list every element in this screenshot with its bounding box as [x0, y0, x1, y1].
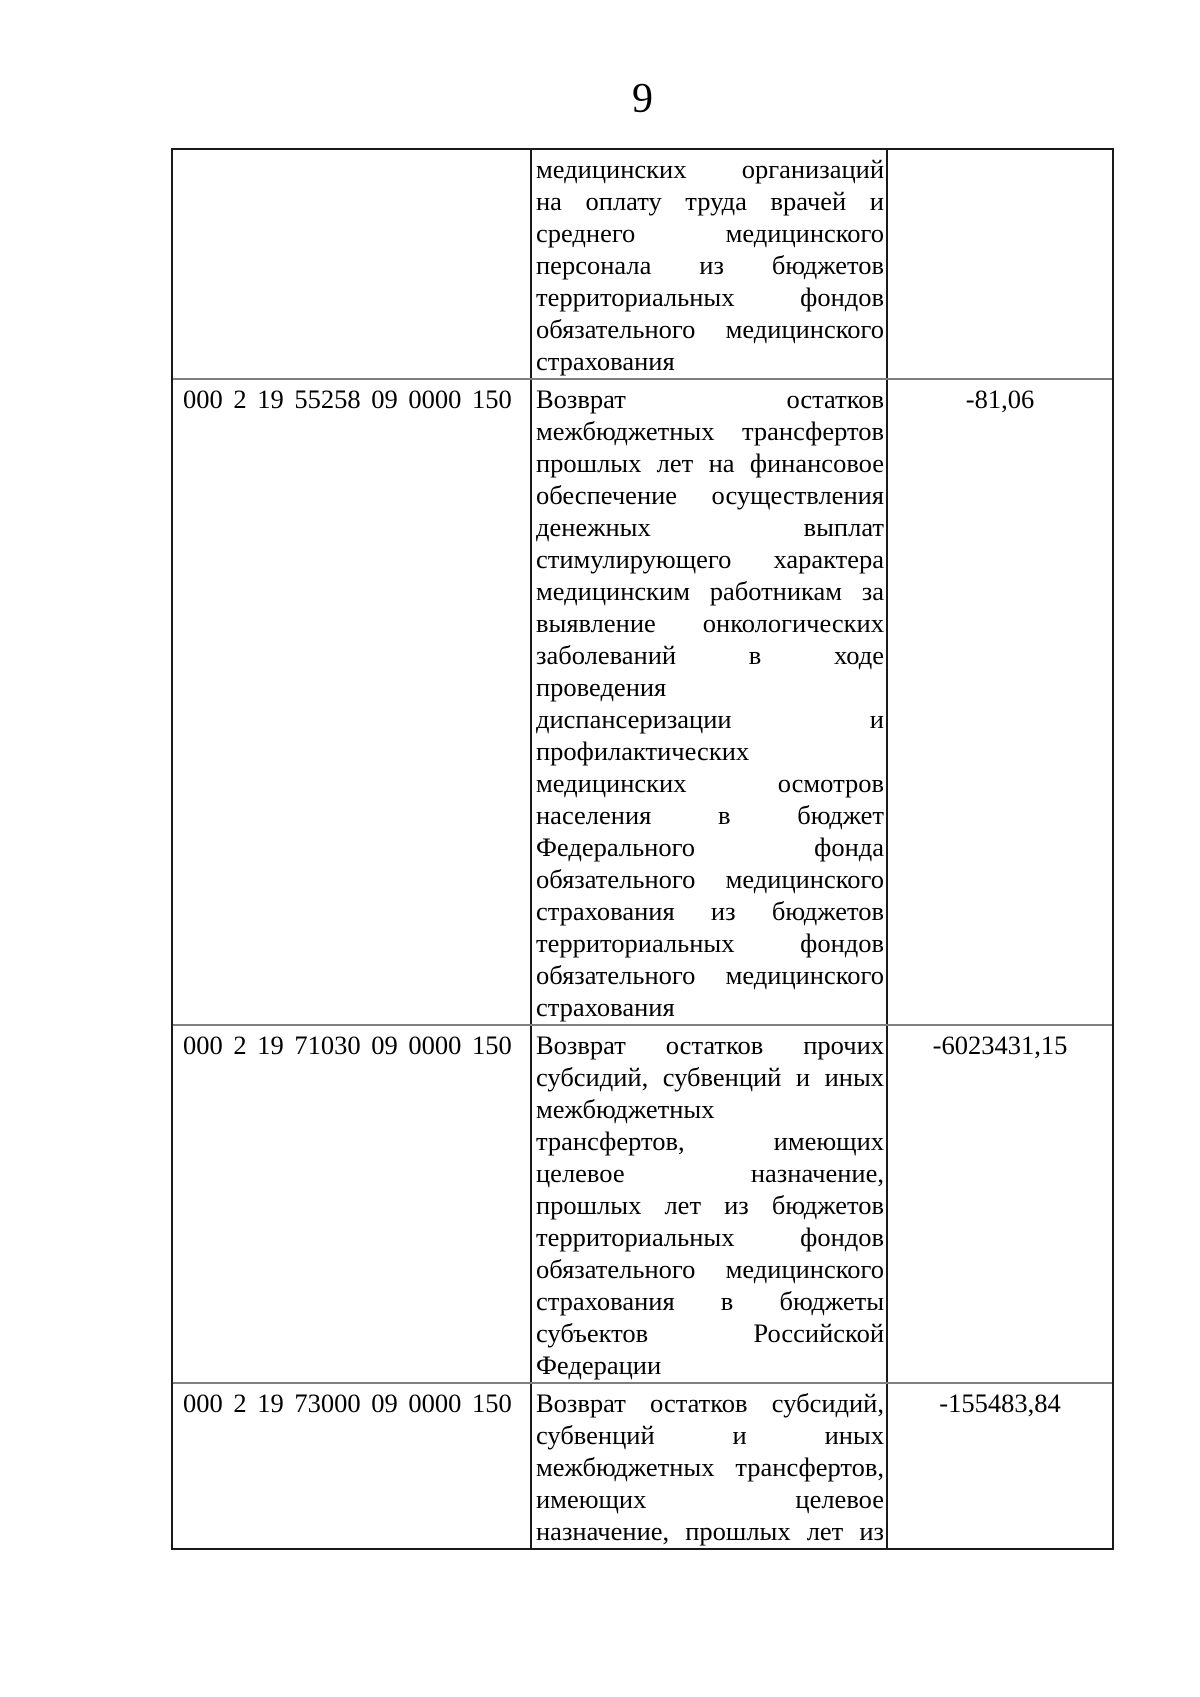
code-cell [173, 1026, 530, 1382]
table-row [173, 1382, 1112, 1548]
table-row [173, 150, 1112, 378]
code-cell [173, 1384, 530, 1548]
description-cell [530, 380, 886, 1024]
budget-code [183, 153, 526, 185]
amount-value: -155483,84 [939, 1388, 1061, 1418]
amount-cell [886, 1026, 1112, 1382]
table-row [173, 1024, 1112, 1382]
description-text: Возврат остатков прочих субсидий, субвенций и иных межбюджетных трансфертов, имеющих целевое назначение, прошлых лет из бюджетов территориальных фондов обязательного медицинского страхования в бюджеты субъектов Российской Федерации [536, 1030, 884, 1380]
budget-revenue-table [171, 148, 1114, 1550]
amount-value: -6023431,15 [932, 1030, 1068, 1060]
code-cell [173, 150, 530, 378]
amount-value [888, 153, 1112, 185]
amount-cell [886, 150, 1112, 378]
budget-code: 000 2 19 55258 09 0000 150 [183, 384, 512, 414]
description-cell [530, 150, 886, 378]
table-row [173, 378, 1112, 1024]
amount-value: -81,06 [965, 384, 1035, 414]
code-cell [173, 380, 530, 1024]
description-text: медицинских организаций на оплату труда врачей и среднего медицинского персонала из бюджетов территориальных фондов обязательного медицинского страхования [536, 154, 884, 376]
description-text: Возврат остатков межбюджетных трансфертов прошлых лет на финансовое обеспечение осуществления денежных выплат стимулирующего характера медицинским работникам за выявление онкологических заболеваний в ходе проведения диспансеризации и профилактических медицинских осмотров населения в бюджет Федерального фонда обязательного медицинского страхования из бюджетов территориальных фондов обязательного медицинского страхования [536, 384, 884, 1022]
amount-cell [886, 380, 1112, 1024]
description-text: Возврат остатков субсидий, субвенций и иных межбюджетных трансфертов, имеющих целевое назначение, прошлых лет из [536, 1388, 884, 1546]
page-number: 9 [632, 76, 653, 122]
amount-cell [886, 1384, 1112, 1548]
description-cell [530, 1026, 886, 1382]
description-cell [530, 1384, 886, 1548]
budget-code: 000 2 19 73000 09 0000 150 [183, 1388, 512, 1418]
budget-code: 000 2 19 71030 09 0000 150 [183, 1030, 512, 1060]
